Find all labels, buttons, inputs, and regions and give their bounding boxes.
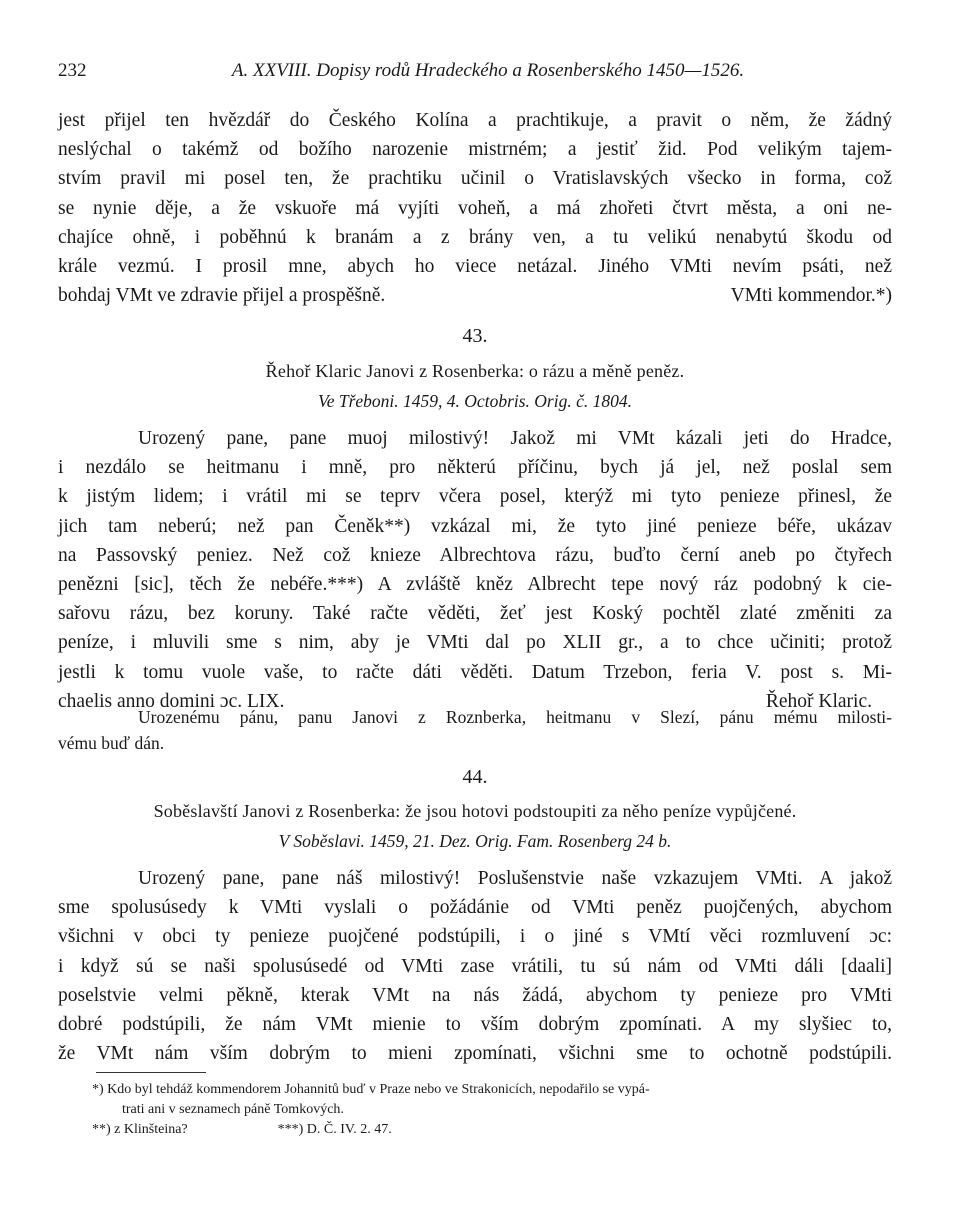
footnote-1-continuation: trati ani v seznamech páně Tomkových.: [122, 1102, 344, 1117]
address-line: Urozenému pánu, panu Janovi z Roznberka, heitmanu v Slezí, pánu mému milosti-: [138, 707, 892, 727]
letter-44-text: [58, 864, 892, 1068]
previous-letter-text: [58, 106, 892, 310]
text-line: neslýchal o takémž od božího narozenie mistrném; a jestiť žid. Pod velikým tajem-: [58, 139, 892, 161]
letter-number: 43.: [462, 325, 488, 347]
letter-heading: Řehoř Klaric Janovi z Rosenberka: o rázu a měně peněz.: [265, 361, 685, 381]
text-line: dobré podstúpili, že nám VMt mienie to vším dobrým zpomínati. A my slyšiec to,: [58, 1013, 892, 1035]
text-line: jest přijel ten hvězdář do Českého Kolína a prachtikuje, a pravit o něm, že žádný: [58, 110, 892, 131]
text-line: sme spolusúsedy k VMti vyslali o požádánie od VMti peněz puojčených, abychom: [58, 897, 892, 919]
footnote-rule: [96, 1072, 206, 1073]
letter-heading: Soběslavští Janovi z Rosenberka: že jsou hotovi podstoupiti za něho peníze vypůjčené.: [153, 801, 797, 821]
text-line: jestli k tomu vuole vaše, to račte dáti věděti. Datum Trzebon, feria V. post s. Mi-: [58, 661, 892, 683]
text-line: sařovu rázu, bez koruny. Také račte věděti, žeť jest Koský pochtěl zlaté změniti za: [58, 603, 892, 625]
running-head: [58, 60, 898, 88]
letter-address: [58, 704, 892, 756]
text-line: na Passovský peniez. Než což knieze Albrechtova rázu, buďto černí aneb po čtyřech: [58, 544, 892, 566]
text-line: i nezdálo se heitmanu i mně, pro některú příčinu, bych já jel, než poslal sem: [58, 457, 892, 479]
text-line: penězni [sic], těch že nebéře.***) A zvláště kněz Albrecht tepe nový ráz podobný k cie-: [58, 573, 892, 595]
footnote-1: *) Kdo byl tehdáž kommendorem Johannitů buď v Praze nebo ve Strakonicích, nepodařilo se vypá-: [92, 1082, 650, 1097]
text-line-last: [58, 281, 892, 310]
letter-dateline: V Soběslavi. 1459, 21. Dez. Orig. Fam. Rosenberg 24 b.: [278, 831, 672, 851]
letter-number: 44.: [462, 766, 488, 788]
text-line: k jistým lidem; i vrátil mi se teprv včera posel, kterýž mi tyto penieze přinesl, že: [58, 486, 892, 508]
text-line: stvím pravil mi posel ten, že prachtiku učinil o Vratislavských všecko in forma, což: [58, 168, 892, 190]
footnote-2-3-line: [92, 1120, 892, 1140]
footnotes: [92, 1080, 892, 1140]
text-line: Urozený pane, pane náš milostivý! Poslušenstvie naše vzkazujem VMti. A jakož: [138, 868, 892, 889]
text-line: chajíce ohně, i poběhnú k branám a z brány ven, a tu velikú nenabytú škodu od: [58, 226, 892, 248]
closing-line: chaelis anno domini ɔc. LIX.: [58, 690, 285, 712]
text-line: Urozený pane, pane muoj milostivý! Jakož mi VMt kázali jeti do Hradce,: [138, 428, 892, 449]
footnote-2: **) z Klinšteina?: [92, 1122, 188, 1137]
closing-line: bohdaj VMt ve zdravie přijel a prospěšně.: [58, 285, 386, 307]
letter-dateline: Ve Třeboni. 1459, 4. Octobris. Orig. č. 1804.: [317, 391, 633, 411]
text-line: krále vezmú. I prosil mne, abych ho viece netázal. Jiného VMti nevím psáti, než: [58, 255, 892, 277]
letter-43-text: [58, 424, 892, 716]
text-line: všichni v obci ty penieze puojčené podstúpili, i o jiné s VMtí věci rozmluvení ɔc:: [58, 926, 892, 948]
text-line: jich tam neberú; než pan Čeněk**) vzkázal mi, že tyto jiné penieze béře, ukázav: [58, 515, 892, 537]
signature: VMti kommendor.*): [730, 285, 892, 307]
text-line: i když sú se naši spolusúsedé od VMti zase vrátili, tu sú nám od VMti dáli [daali]: [58, 955, 892, 977]
text-line: se nynie děje, a že vskuoře má vyjíti voheň, a má zhořeti čtvrt města, a oni ne-: [58, 197, 892, 219]
text-line: poselstvie velmi pěkně, kterak VMt na nás žádá, abychom ty penieze pro VMti: [58, 984, 892, 1006]
footnote-3: ***) D. Č. IV. 2. 47.: [277, 1122, 392, 1137]
running-title: A. XXVIII. Dopisy rodů Hradeckého a Rosenberského 1450—1526.: [231, 60, 745, 81]
text-line: peníze, i mluvili sme s nim, aby je VMti dal po XLII gr., a to chce učiniti; protož: [58, 632, 892, 654]
signature: Řehoř Klaric.: [765, 690, 872, 712]
address-line: vému buď dán.: [58, 733, 165, 753]
page-number: 232: [58, 60, 87, 81]
text-line: že VMt nám vším dobrým to mieni zpomínati, všichni sme to ochotně podstúpili.: [58, 1043, 892, 1065]
